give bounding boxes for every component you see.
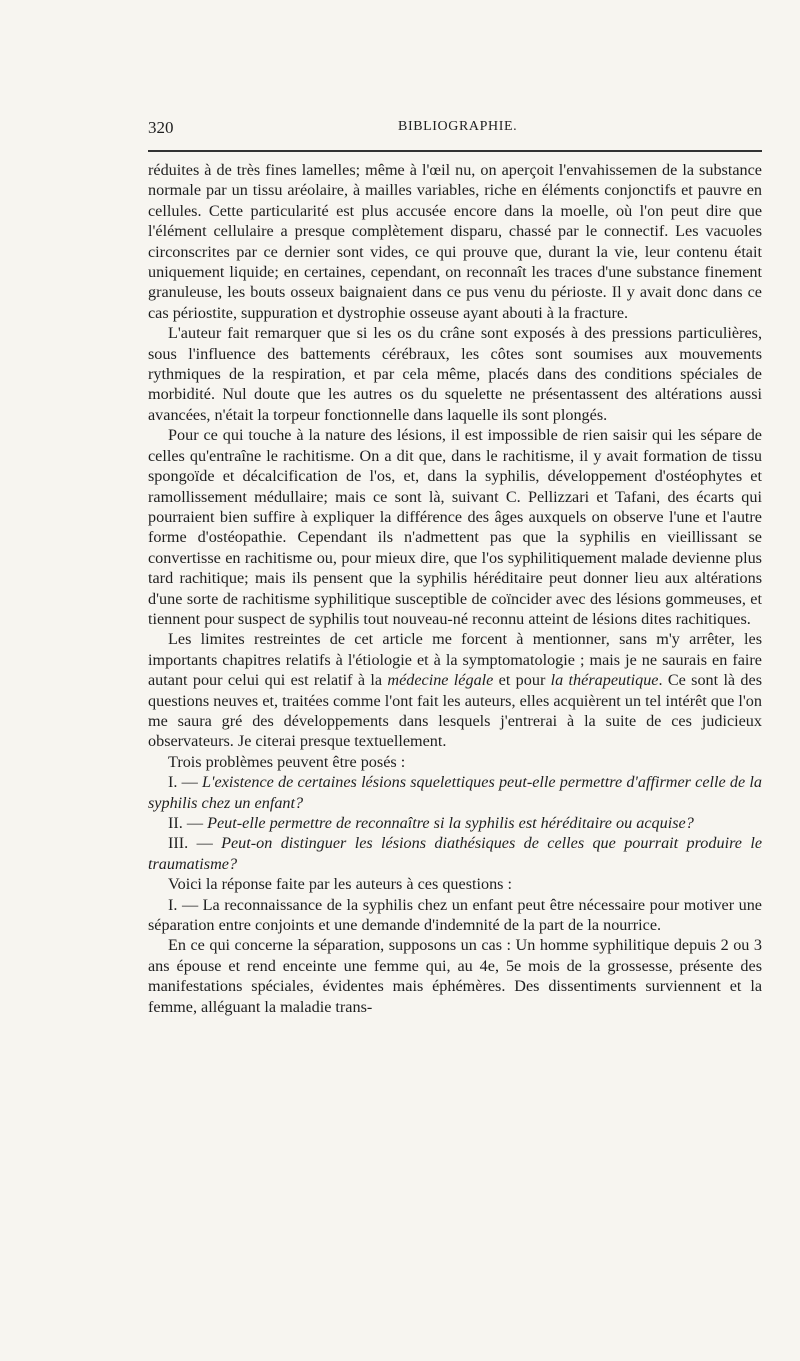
question-number: III. — (168, 834, 222, 853)
header-rule (148, 150, 762, 152)
question-1 (148, 772, 762, 813)
page-number: 320 (148, 118, 174, 137)
answers-intro: Voici la réponse faite par les auteurs à ces questions : (168, 875, 513, 894)
final-paragraph: En ce qui concerne la séparation, supposons un cas : Un homme syphilitique depuis 2 ou 3 ans épouse et rend enceinte une femme qui, au 4e, 5e mois de la grossesse, présente des manifestations spéciales, évidentes mais éphémères. Des dissentiments surviennent et la femme, alléguant la maladie trans- (148, 936, 762, 1016)
paragraph-author-remark: L'auteur fait remarquer que si les os du crâne sont exposés à des pressions particulières, sous l'influence des battements cérébraux, les côtes sont soumises aux mouvements rythmiques de la respiration, et par cela même, placés dans des conditions spéciales de morbidité. Nul doute que les autres os du squelette ne présentassent des altérations aussi avancées, n'était la torpeur fonctionnelle dans laquelle ils sont plongés. (148, 324, 762, 424)
answer-1: I. — La reconnaissance de la syphilis chez un enfant peut être nécessaire pour motiver une séparation entre conjoints et une demande d'indemnité de la part de la nourrice. (148, 895, 762, 935)
body-text (148, 160, 762, 1017)
question-text: L'existence de certaines lésions squelettiques peut-elle permettre d'affirmer celle de la syphilis chez un enfant? (148, 773, 762, 812)
question-number: I. — (168, 773, 203, 792)
question-number: II. — (168, 814, 208, 832)
running-title: BIBLIOGRAPHIE. (398, 119, 518, 134)
text-span: . Ce sont là des questions neuves et, traitées comme l'ont fait les auteurs, elles acquièrent un tel intérêt que l'on me saura gré des développements dans lesquels j'entrerai à la suite de ces judicieux observateurs. Je citerai presque textuellement. (148, 671, 763, 751)
question-2 (148, 813, 762, 833)
text-span: Les limites restreintes de cet article me forcent à mentionner, sans m'y arrêter, les importants chapitres relatifs à l'étiologie et à la symptomatologie ; mais je ne saurais en faire autant pour celui qui est relatif à la (148, 630, 762, 690)
question-3 (148, 833, 762, 874)
page-header (148, 118, 762, 142)
paragraph-continuation: réduites à de très fines lamelles; même à l'œil nu, on aperçoit l'envahissemen de la substance normale par un tissu aréolaire, à mailles variables, riche en éléments conjonctifs et pauvre en cellules. Cette particularité est plus accusée encore dans la moelle, où l'on peut dire que l'élément cellulaire a presque complètement disparu, chassé par le connectif. Les vacuoles circonscrites par ce dernier sont vides, ce qui prouve que, durant la vie, leur contenu était uniquement liquide; en certaines, cependant, on reconnaît les traces d'une substance finement granuleuse, les bouts osseux baignaient dans ce pus venu du périoste. Il y avait donc dans ce cas périostite, suppuration et dystrophie osseuse ayant abouti à la fracture. (148, 161, 762, 322)
question-text: Peut-on distinguer les lésions diathésiques de celles que pourrait produire le traumatisme? (148, 834, 762, 873)
problems-intro: Trois problèmes peuvent être posés : (168, 752, 406, 771)
emphasis-therapeutique: la thérapeutique (550, 671, 659, 690)
text-span: et pour (493, 671, 551, 690)
paragraph-limits (148, 629, 762, 751)
paragraph-nature-lesions: Pour ce qui touche à la nature des lésions, il est impossible de rien saisir qui les sépare de celles qu'entraîne le rachitisme. On a dit que, dans le rachitisme, il y avait formation de tissu spongoïde et décalcification de l'os, et, dans la syphilis, développement d'ostéophytes et ramollissement médullaire; mais ce sont là, suivant C. Pellizzari et Tafani, des écarts qui pourraient bien suffire à expliquer la différence des âges auxquels on observe l'une et l'autre forme d'ostéopathie. Cependant ils n'admettent pas que la syphilis en vieillissant se convertisse en rachitisme ou, pour mieux dire, que l'os syphilitiquement malade devienne plus tard rachitique; mais ils pensent que la syphilis héréditaire peut donner lieu aux altérations d'une sorte de rachitisme syphilitique susceptible de coïncider avec des lésions gommeuses, et tiennent pour suspect de syphilis tout nouveau-né reconnu atteint de lésions dites rachitiques. (148, 426, 762, 628)
question-text: Peut-elle permettre de reconnaître si la syphilis est héréditaire ou acquise? (207, 814, 694, 832)
emphasis-medecine-legale: médecine légale (387, 671, 494, 690)
